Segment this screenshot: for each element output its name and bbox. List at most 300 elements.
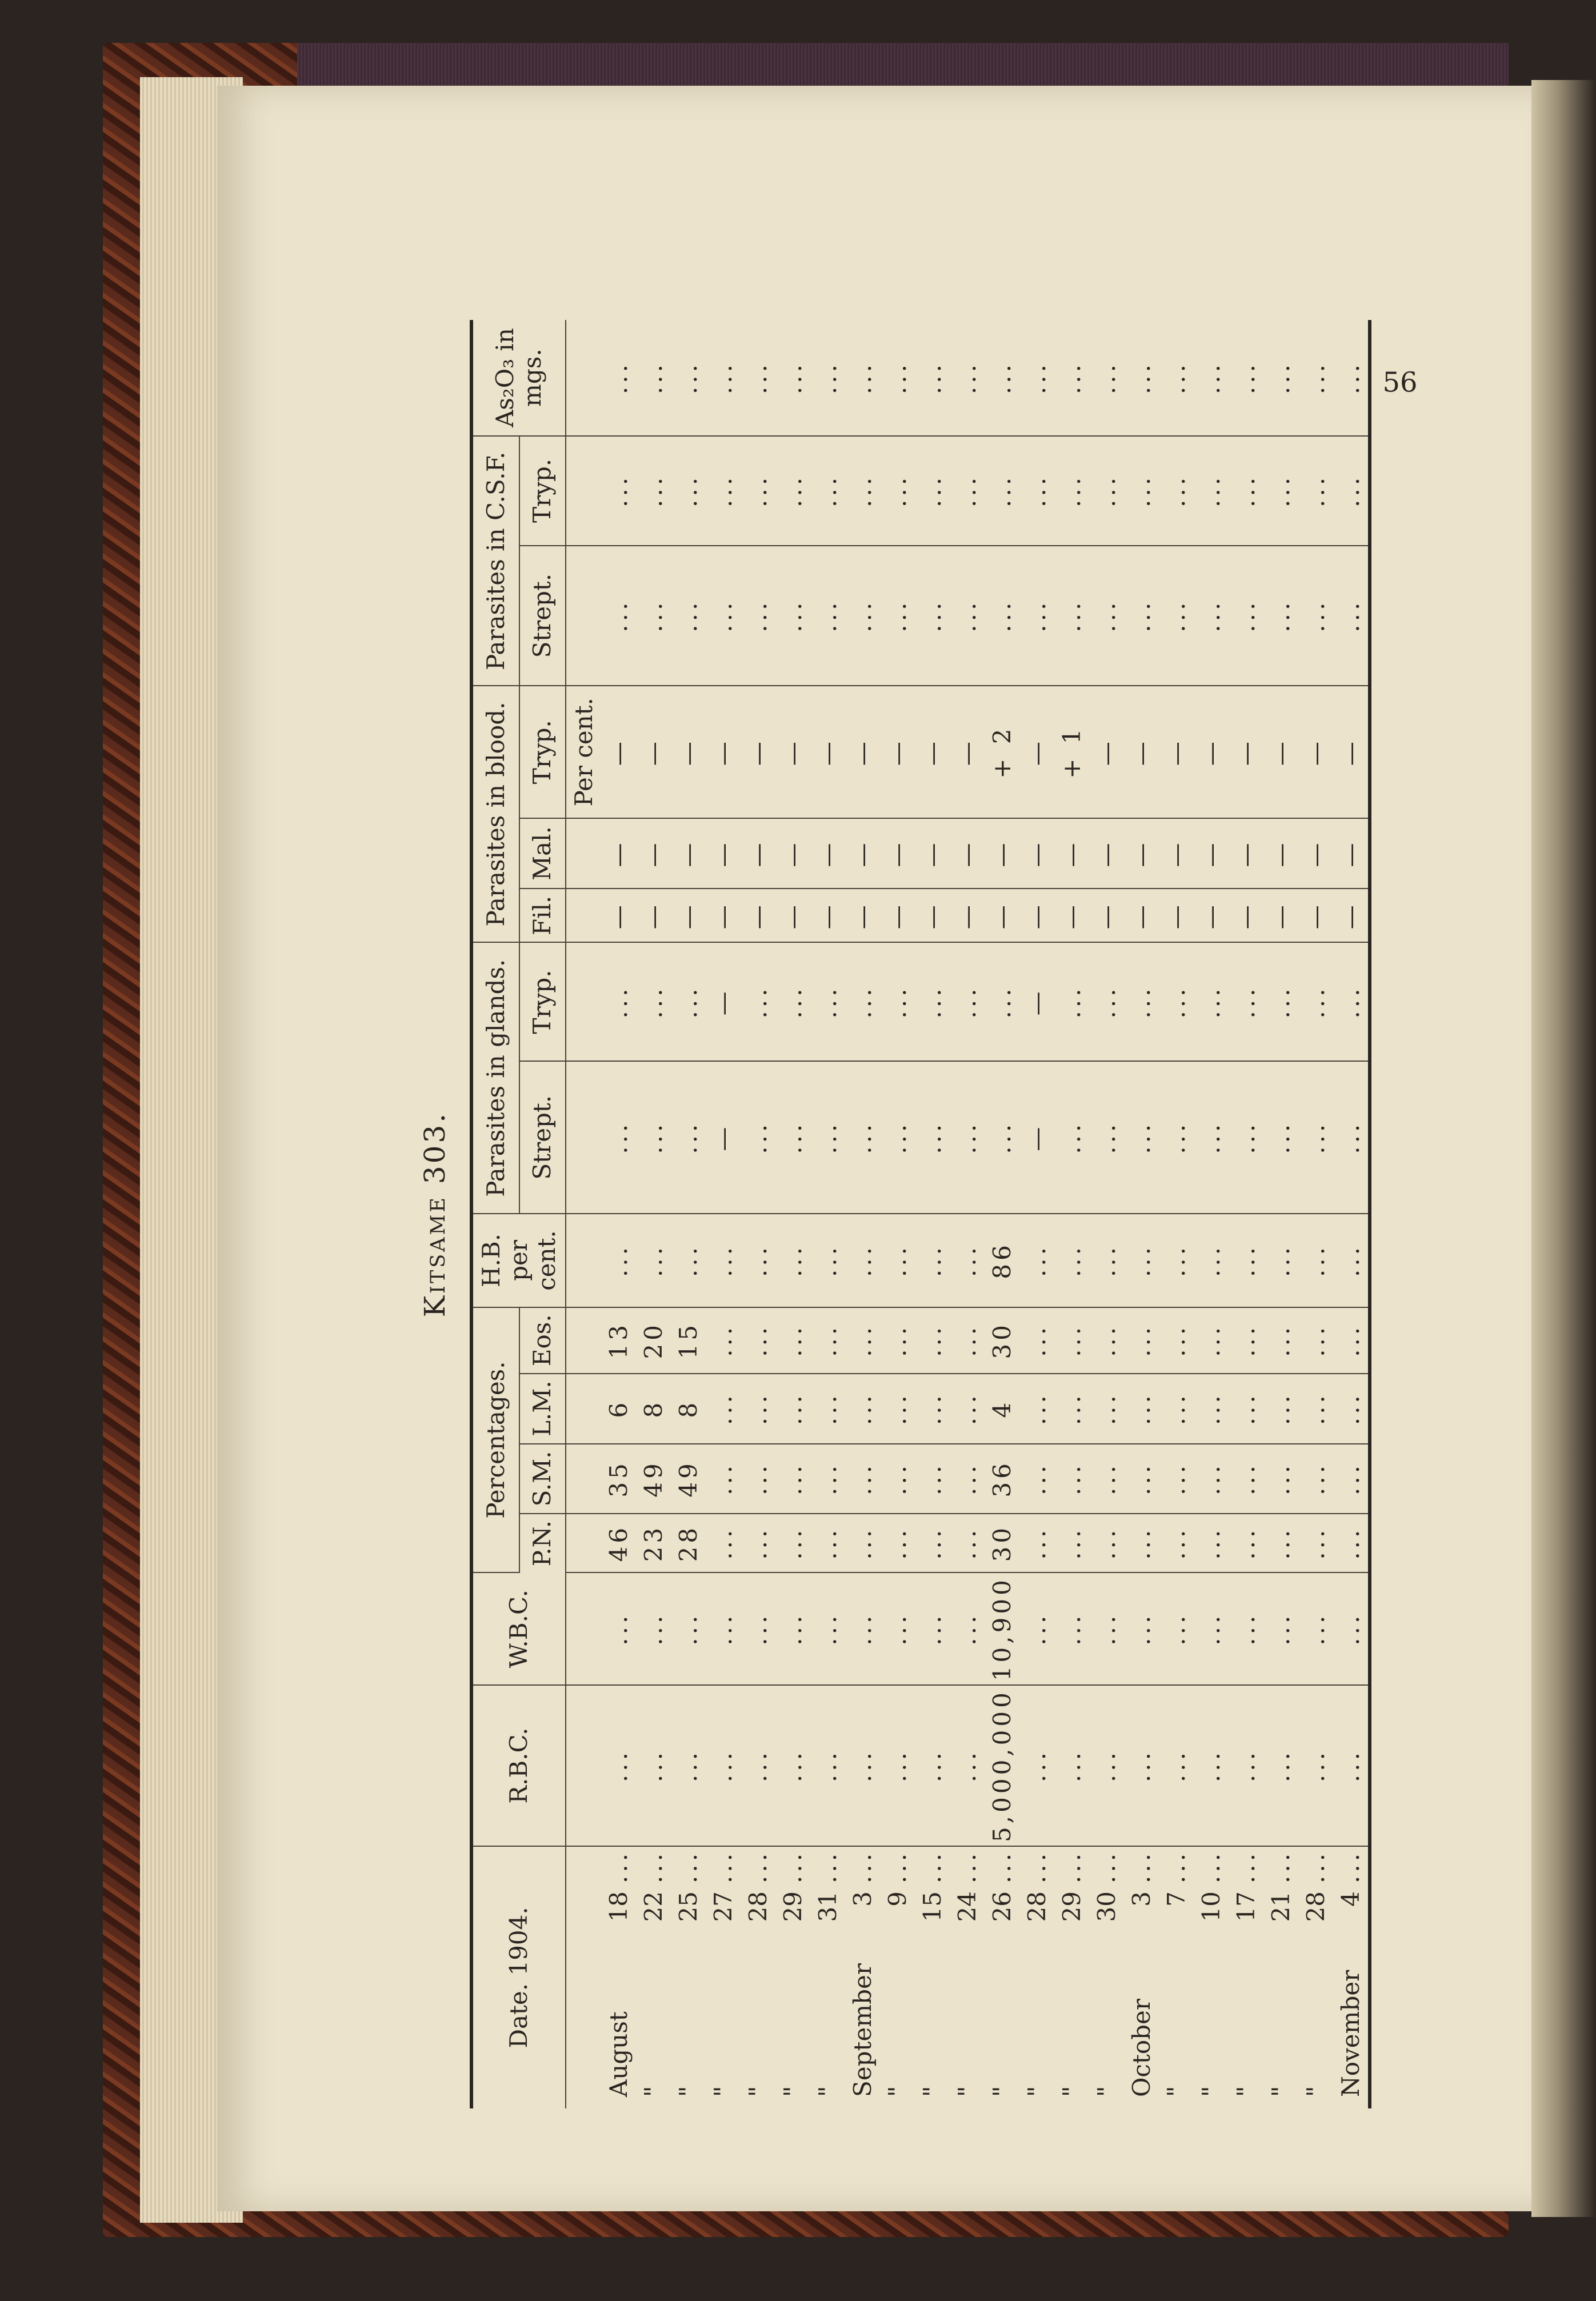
cell-lm: ... xyxy=(775,1374,810,1444)
cell-g-strept: ... xyxy=(636,1061,671,1214)
cell-wbc: ... xyxy=(636,1572,671,1685)
date-day: 25 xyxy=(674,1891,702,1922)
cell-g-strept: ... xyxy=(915,1061,950,1214)
cell-b-tryp: — xyxy=(1159,686,1194,818)
cell-eos: ... xyxy=(1089,1307,1124,1374)
cell-lm: ... xyxy=(1089,1374,1124,1444)
cell-fil: — xyxy=(1159,889,1194,942)
leader-dots: ... xyxy=(953,1850,981,1883)
table-row xyxy=(775,320,810,2108)
page-gutter xyxy=(1531,80,1596,2217)
cell-fil: — xyxy=(741,889,775,942)
cell-g-strept: ... xyxy=(741,1061,775,1214)
cell-hb: ... xyxy=(1124,1214,1159,1307)
cell-mal: — xyxy=(1124,818,1159,889)
cell-hb: ... xyxy=(601,1214,636,1307)
cell-wbc: ... xyxy=(1159,1572,1194,1685)
cell-c-strept: ... xyxy=(1124,546,1159,686)
cell-mal: — xyxy=(1019,818,1054,889)
cell-b-tryp: — xyxy=(706,686,741,818)
cell-eos: 15 xyxy=(671,1307,706,1374)
cell-as: ... xyxy=(1194,320,1229,436)
cell-eos: ... xyxy=(810,1307,845,1374)
header-csf-tryp: Tryp. xyxy=(519,436,566,546)
date-month: " xyxy=(987,2086,1016,2097)
cell-hb: ... xyxy=(810,1214,845,1307)
cell-hb: ... xyxy=(950,1214,985,1307)
cell-sm: 49 xyxy=(671,1444,706,1514)
cell-hb: ... xyxy=(1054,1214,1089,1307)
cell-sm: ... xyxy=(845,1444,880,1514)
cell-lm: 4 xyxy=(985,1374,1019,1444)
date-cell xyxy=(671,1846,706,2108)
cell-pn: ... xyxy=(775,1514,810,1572)
table-row xyxy=(985,320,1019,2108)
cell-as: ... xyxy=(636,320,671,436)
cell-eos: 20 xyxy=(636,1307,671,1374)
cell-g-strept: — xyxy=(1019,1061,1054,1214)
cell-eos: 13 xyxy=(601,1307,636,1374)
cell-g-strept: ... xyxy=(601,1061,636,1214)
date-month: " xyxy=(918,2086,946,2097)
date-cell xyxy=(1089,1846,1124,2108)
cell-wbc: ... xyxy=(671,1572,706,1685)
cell-mal: — xyxy=(1263,818,1298,889)
cell-pn: ... xyxy=(950,1514,985,1572)
leader-dots: ... xyxy=(674,1850,702,1883)
cell-lm: ... xyxy=(950,1374,985,1444)
leader-dots: ... xyxy=(1057,1850,1086,1883)
cell-g-strept: ... xyxy=(1298,1061,1333,1214)
cell-wbc: ... xyxy=(845,1572,880,1685)
cell-lm: ... xyxy=(1124,1374,1159,1444)
leader-dots: ... xyxy=(848,1850,877,1883)
cell-b-tryp: — xyxy=(880,686,915,818)
cell-b-tryp: — xyxy=(1263,686,1298,818)
cell-eos: ... xyxy=(915,1307,950,1374)
cell-eos: ... xyxy=(1159,1307,1194,1374)
cell-eos: ... xyxy=(1229,1307,1263,1374)
cell-g-strept: ... xyxy=(1124,1061,1159,1214)
cell-wbc: ... xyxy=(1298,1572,1333,1685)
cell-c-tryp: ... xyxy=(950,436,985,546)
cell-as: ... xyxy=(741,320,775,436)
cell-fil: — xyxy=(1124,889,1159,942)
cell-sm: ... xyxy=(950,1444,985,1514)
cell-c-tryp: ... xyxy=(1054,436,1089,546)
cell-g-strept: ... xyxy=(775,1061,810,1214)
header-glands-strept: Strept. xyxy=(519,1061,566,1214)
leader-dots: ... xyxy=(1266,1850,1295,1883)
table-title: Kitsame 303. xyxy=(418,1111,451,1318)
cell-sm: 49 xyxy=(636,1444,671,1514)
date-month: " xyxy=(813,2086,842,2097)
cell-wbc: ... xyxy=(1019,1572,1054,1685)
cell-hb: ... xyxy=(1159,1214,1194,1307)
cell-c-tryp: ... xyxy=(915,436,950,546)
table-row xyxy=(706,320,741,2108)
cell-rbc: ... xyxy=(1159,1685,1194,1846)
date-day: 28 xyxy=(1022,1891,1051,1922)
cell-as: ... xyxy=(1089,320,1124,436)
cell-wbc: ... xyxy=(706,1572,741,1685)
cell-g-tryp: — xyxy=(1019,942,1054,1061)
cell-sm: ... xyxy=(775,1444,810,1514)
cell-b-tryp: + 1 xyxy=(1054,686,1089,818)
cell-as: ... xyxy=(880,320,915,436)
date-cell xyxy=(985,1846,1019,2108)
cell-g-tryp: ... xyxy=(950,942,985,1061)
cell-as: ... xyxy=(950,320,985,436)
leader-dots: ... xyxy=(883,1850,911,1883)
cell-g-tryp: ... xyxy=(915,942,950,1061)
header-glands: Parasites in glands. xyxy=(471,942,519,1213)
cell-fil: — xyxy=(706,889,741,942)
cell-g-tryp: ... xyxy=(1124,942,1159,1061)
cell-eos: ... xyxy=(1263,1307,1298,1374)
cell-lm: ... xyxy=(915,1374,950,1444)
cell-pn: ... xyxy=(1194,1514,1229,1572)
cell-sm: ... xyxy=(1229,1444,1263,1514)
header-blood-tryp: Tryp. xyxy=(519,686,566,818)
cell-g-tryp: ... xyxy=(810,942,845,1061)
cell-c-strept: ... xyxy=(636,546,671,686)
table-row xyxy=(1124,320,1159,2108)
date-cell xyxy=(1263,1846,1298,2108)
cell-rbc: ... xyxy=(775,1685,810,1846)
cell-sm: ... xyxy=(1124,1444,1159,1514)
leader-dots: ... xyxy=(1197,1850,1225,1883)
date-month: " xyxy=(1162,2086,1190,2097)
cell-wbc: ... xyxy=(1054,1572,1089,1685)
header-csf-strept: Strept. xyxy=(519,546,566,686)
cell-rbc: ... xyxy=(1019,1685,1054,1846)
cell-lm: ... xyxy=(1263,1374,1298,1444)
table-row xyxy=(1298,320,1333,2108)
cell-c-strept: ... xyxy=(1263,546,1298,686)
cell-hb: ... xyxy=(880,1214,915,1307)
cell-c-strept: ... xyxy=(706,546,741,686)
table-row xyxy=(810,320,845,2108)
cell-rbc: ... xyxy=(1229,1685,1263,1846)
leader-dots: ... xyxy=(639,1850,667,1883)
cell-b-tryp: — xyxy=(741,686,775,818)
leader-dots: ... xyxy=(1127,1850,1155,1883)
cell-pn: 28 xyxy=(671,1514,706,1572)
cell-c-tryp: ... xyxy=(1298,436,1333,546)
date-day: 18 xyxy=(604,1891,633,1922)
cell-as: ... xyxy=(845,320,880,436)
date-month: " xyxy=(674,2086,702,2097)
date-cell xyxy=(1298,1846,1333,2108)
leader-dots: ... xyxy=(987,1850,1016,1883)
date-month: " xyxy=(1266,2086,1295,2097)
cell-mal: — xyxy=(601,818,636,889)
cell-hb: ... xyxy=(636,1214,671,1307)
cell-hb: ... xyxy=(845,1214,880,1307)
cell-mal: — xyxy=(915,818,950,889)
cell-pn: ... xyxy=(1333,1514,1370,1572)
cell-lm: ... xyxy=(1298,1374,1333,1444)
page-number: 56 xyxy=(1382,366,1418,399)
cell-fil: — xyxy=(985,889,1019,942)
cell-fil: — xyxy=(950,889,985,942)
cell-g-strept: ... xyxy=(985,1061,1019,1214)
cell-pn: 46 xyxy=(601,1514,636,1572)
date-month: " xyxy=(1022,2086,1051,2097)
cell-c-tryp: ... xyxy=(810,436,845,546)
cell-hb: ... xyxy=(1089,1214,1124,1307)
cell-hb: ... xyxy=(1194,1214,1229,1307)
cell-c-strept: ... xyxy=(775,546,810,686)
date-month: August xyxy=(604,2011,633,2097)
cell-pn: ... xyxy=(741,1514,775,1572)
cell-g-tryp: ... xyxy=(985,942,1019,1061)
cell-hb: ... xyxy=(1298,1214,1333,1307)
date-cell xyxy=(1019,1846,1054,2108)
date-cell xyxy=(845,1846,880,2108)
cell-lm: 8 xyxy=(671,1374,706,1444)
cell-c-strept: ... xyxy=(741,546,775,686)
cell-fil: — xyxy=(915,889,950,942)
leader-dots: ... xyxy=(1162,1850,1190,1883)
cell-as: ... xyxy=(1124,320,1159,436)
cell-rbc: ... xyxy=(1298,1685,1333,1846)
cell-mal: — xyxy=(1194,818,1229,889)
cell-hb: ... xyxy=(915,1214,950,1307)
cell-g-tryp: ... xyxy=(671,942,706,1061)
cell-mal: — xyxy=(985,818,1019,889)
cell-pn: ... xyxy=(1019,1514,1054,1572)
cell-c-strept: ... xyxy=(810,546,845,686)
date-month: September xyxy=(848,1963,877,2097)
header-csf: Parasites in C.S.F. xyxy=(471,436,519,686)
cell-eos: ... xyxy=(880,1307,915,1374)
cell-sm: 36 xyxy=(985,1444,1019,1514)
cell-c-tryp: ... xyxy=(1159,436,1194,546)
cell-b-tryp: — xyxy=(1333,686,1370,818)
cell-wbc: ... xyxy=(1263,1572,1298,1685)
cell-pn: ... xyxy=(810,1514,845,1572)
date-cell xyxy=(810,1846,845,2108)
cell-eos: ... xyxy=(775,1307,810,1374)
per-cent-note-row xyxy=(566,320,601,2108)
cell-pn: ... xyxy=(706,1514,741,1572)
cell-sm: ... xyxy=(810,1444,845,1514)
cell-hb: ... xyxy=(1333,1214,1370,1307)
cell-g-tryp: ... xyxy=(1194,942,1229,1061)
cell-b-tryp: — xyxy=(950,686,985,818)
date-cell xyxy=(950,1846,985,2108)
cell-g-tryp: ... xyxy=(775,942,810,1061)
cell-mal: — xyxy=(845,818,880,889)
table-row xyxy=(1263,320,1298,2108)
cell-eos: ... xyxy=(1333,1307,1370,1374)
cell-wbc: ... xyxy=(741,1572,775,1685)
cell-c-tryp: ... xyxy=(1263,436,1298,546)
table-row xyxy=(671,320,706,2108)
cell-lm: 8 xyxy=(636,1374,671,1444)
cell-lm: ... xyxy=(1229,1374,1263,1444)
cell-sm: ... xyxy=(706,1444,741,1514)
cell-b-tryp: — xyxy=(601,686,636,818)
cell-pn: ... xyxy=(1298,1514,1333,1572)
cell-hb: ... xyxy=(1019,1214,1054,1307)
per-cent-note: Per cent. xyxy=(566,686,601,818)
cell-g-tryp: ... xyxy=(1229,942,1263,1061)
cell-b-tryp: — xyxy=(775,686,810,818)
table-row xyxy=(1229,320,1263,2108)
cell-mal: — xyxy=(810,818,845,889)
table-row xyxy=(1159,320,1194,2108)
cell-eos: ... xyxy=(845,1307,880,1374)
cell-b-tryp: — xyxy=(1019,686,1054,818)
cell-c-strept: ... xyxy=(1229,546,1263,686)
cell-eos: ... xyxy=(950,1307,985,1374)
cell-rbc: ... xyxy=(1194,1685,1229,1846)
cell-as: ... xyxy=(985,320,1019,436)
cell-fil: — xyxy=(601,889,636,942)
cell-mal: — xyxy=(950,818,985,889)
leader-dots: ... xyxy=(1022,1850,1051,1883)
cell-as: ... xyxy=(1229,320,1263,436)
date-day: 21 xyxy=(1266,1891,1295,1922)
date-day: 7 xyxy=(1162,1891,1190,1907)
header-lm: L.M. xyxy=(519,1374,566,1444)
cell-wbc: ... xyxy=(880,1572,915,1685)
cell-pn: ... xyxy=(1089,1514,1124,1572)
blood-data-table xyxy=(470,320,1371,2108)
cell-b-tryp: — xyxy=(1089,686,1124,818)
cell-fil: — xyxy=(1229,889,1263,942)
cell-g-strept: ... xyxy=(1089,1061,1124,1214)
cell-sm: ... xyxy=(741,1444,775,1514)
cell-rbc: ... xyxy=(845,1685,880,1846)
cell-c-tryp: ... xyxy=(706,436,741,546)
cell-pn: ... xyxy=(880,1514,915,1572)
cell-c-tryp: ... xyxy=(1229,436,1263,546)
cell-g-tryp: — xyxy=(706,942,741,1061)
cell-fil: — xyxy=(1089,889,1124,942)
cell-rbc: ... xyxy=(1263,1685,1298,1846)
cell-g-tryp: ... xyxy=(1054,942,1089,1061)
cell-pn: ... xyxy=(1263,1514,1298,1572)
header-blood: Parasites in blood. xyxy=(471,686,519,942)
cell-as: ... xyxy=(775,320,810,436)
cell-b-tryp: — xyxy=(1194,686,1229,818)
cell-c-tryp: ... xyxy=(775,436,810,546)
date-cell xyxy=(880,1846,915,2108)
cell-b-tryp: — xyxy=(671,686,706,818)
cell-rbc: ... xyxy=(810,1685,845,1846)
date-month: " xyxy=(1231,2086,1260,2097)
table-row xyxy=(1089,320,1124,2108)
date-day: 26 xyxy=(987,1891,1016,1922)
header-blood-mal: Mal. xyxy=(519,818,566,889)
date-cell xyxy=(636,1846,671,2108)
header-eos: Eos. xyxy=(519,1307,566,1374)
cell-c-strept: ... xyxy=(880,546,915,686)
cell-hb: ... xyxy=(1229,1214,1263,1307)
cell-wbc: 10,900 xyxy=(985,1572,1019,1685)
date-cell xyxy=(1194,1846,1229,2108)
header-pn: P.N. xyxy=(519,1514,566,1572)
cell-lm: 6 xyxy=(601,1374,636,1444)
cell-g-tryp: ... xyxy=(845,942,880,1061)
cell-g-tryp: ... xyxy=(1263,942,1298,1061)
cell-as: ... xyxy=(915,320,950,436)
cell-c-strept: ... xyxy=(950,546,985,686)
cell-eos: ... xyxy=(1194,1307,1229,1374)
date-cell xyxy=(1333,1846,1370,2108)
cell-eos: ... xyxy=(1054,1307,1089,1374)
date-month: " xyxy=(778,2086,807,2097)
cell-as: ... xyxy=(706,320,741,436)
cell-wbc: ... xyxy=(915,1572,950,1685)
table-row xyxy=(741,320,775,2108)
date-cell xyxy=(1229,1846,1263,2108)
cell-pn: ... xyxy=(1229,1514,1263,1572)
date-month: " xyxy=(1197,2086,1225,2097)
cell-g-strept: ... xyxy=(950,1061,985,1214)
cell-fil: — xyxy=(1019,889,1054,942)
leader-dots: ... xyxy=(813,1850,842,1883)
cell-hb: ... xyxy=(671,1214,706,1307)
cell-lm: ... xyxy=(741,1374,775,1444)
cell-g-strept: ... xyxy=(671,1061,706,1214)
date-day: 3 xyxy=(848,1891,877,1907)
cell-rbc: ... xyxy=(1054,1685,1089,1846)
cell-rbc: ... xyxy=(601,1685,636,1846)
date-day: 24 xyxy=(953,1891,981,1922)
cell-hb: ... xyxy=(775,1214,810,1307)
cell-lm: ... xyxy=(1333,1374,1370,1444)
cell-rbc: ... xyxy=(880,1685,915,1846)
cell-g-tryp: ... xyxy=(880,942,915,1061)
cell-c-tryp: ... xyxy=(601,436,636,546)
cell-c-tryp: ... xyxy=(845,436,880,546)
header-hb: H.B. per cent. xyxy=(471,1214,566,1307)
cell-c-tryp: ... xyxy=(636,436,671,546)
cell-fil: — xyxy=(1263,889,1298,942)
cell-mal: — xyxy=(1159,818,1194,889)
cell-pn: ... xyxy=(1124,1514,1159,1572)
cell-g-strept: ... xyxy=(880,1061,915,1214)
cell-as: ... xyxy=(671,320,706,436)
cell-rbc: ... xyxy=(671,1685,706,1846)
cell-pn: 23 xyxy=(636,1514,671,1572)
cell-sm: ... xyxy=(1019,1444,1054,1514)
table-row xyxy=(1333,320,1370,2108)
table-row xyxy=(1194,320,1229,2108)
cell-b-tryp: — xyxy=(1298,686,1333,818)
cell-wbc: ... xyxy=(810,1572,845,1685)
cell-g-tryp: ... xyxy=(1333,942,1370,1061)
date-month: " xyxy=(1057,2086,1086,2097)
leader-dots: ... xyxy=(778,1850,807,1883)
cell-as: ... xyxy=(601,320,636,436)
cell-c-strept: ... xyxy=(601,546,636,686)
table-row xyxy=(880,320,915,2108)
cell-rbc: ... xyxy=(1089,1685,1124,1846)
cell-wbc: ... xyxy=(1229,1572,1263,1685)
date-day: 31 xyxy=(813,1891,842,1922)
cell-b-tryp: — xyxy=(1229,686,1263,818)
leader-dots: ... xyxy=(1336,1850,1365,1883)
cell-g-tryp: ... xyxy=(1089,942,1124,1061)
leader-dots: ... xyxy=(604,1850,633,1883)
cell-g-tryp: ... xyxy=(1159,942,1194,1061)
